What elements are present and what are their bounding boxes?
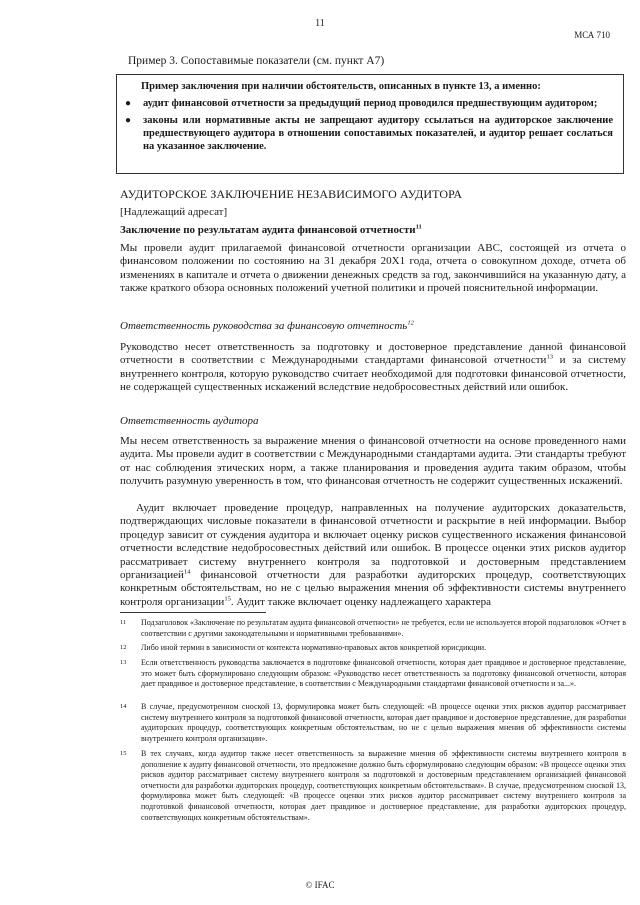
footnote-number: 14 (120, 703, 127, 710)
footnote-text: В случае, предусмотренном сноской 13, формулировка может быть следующей: «В процессе оценки этих рисков аудитор рассматривает систему внутреннего контроля за подготовкой финансовой отчетности, которая дает правдивое и достоверное представление, для разработки аудиторских процедур, соответствующих конкретным обстоятельствам, но не с целью выражения мнения об эффективности системы внутреннего контроля организации». (141, 702, 626, 743)
bullet-icon: ● (125, 98, 132, 109)
bullet-item (125, 114, 613, 153)
copyright: © IFAC (305, 880, 335, 890)
report-heading: АУДИТОРСКОЕ ЗАКЛЮЧЕНИЕ НЕЗАВИСИМОГО АУДИТОРА (120, 187, 463, 201)
footnote (120, 643, 626, 654)
addressee: [Надлежащий адресат] (120, 206, 228, 218)
footnote-ref[interactable]: 12 (407, 319, 414, 327)
footnote-number: 11 (120, 619, 127, 626)
mgmt-heading-text: Ответственность руководства за финансовую отчетность (120, 320, 408, 332)
mgmt-paragraph-text: Руководство несет ответственность за подготовку и достоверное представление данной финансовой отчетности в соответствии с Международными стандартами финансовой отчетности (120, 341, 626, 367)
bullet-text: аудит финансовой отчетности за предыдущий период проводился предшествующим аудитором; (143, 98, 598, 109)
footnote-ref[interactable]: 15 (224, 595, 231, 603)
footnote (120, 702, 626, 744)
boxed-note-intro: Пример заключения при наличии обстоятельств, описанных в пункте 13, а именно: (141, 81, 541, 92)
auditor-paragraph-text: финансовой отчетности для разработки аудиторских процедур, соответствующих конкретным обстоятельствам, но не с целью выражения мнения об эффективности системы внутреннего контроля организации (120, 569, 626, 608)
auditor-paragraph-text: . Аудит также включает оценку надлежащего характера (230, 595, 492, 608)
bullet-text: законы или нормативные акты не запрещают аудитору ссылаться на аудиторское заключение предшествующего аудитора в отношении сопоставимых показателей, и аудитор решает сослаться на указанное заключение. (143, 115, 613, 152)
section-heading (120, 224, 626, 237)
footnote-text: В тех случаях, когда аудитор также несет ответственность за выражение мнения об эффективности системы внутреннего контроля в дополнение к аудиту финансовой отчетности, это предложение должно быть сформулировано следующим образом: «В процессе оценки этих рисков аудитор рассматривает систему внутреннего контроля за подготовкой и достоверным представлением организацией финансовой отчетности для разработки аудиторских процедур, соответствующих конкретным обстоятельствам». В случае, предусмотренном сноской 13, формулировка может быть следующей: «В процессе оценки этих рисков аудитор рассматривает систему внутреннего контроля за подготовкой финансовой отчетности, которая дает правдивое и достоверное представление, для разработки аудиторских процедур, соответствующих конкретным обстоятельствам». (141, 749, 626, 822)
auditor-heading: Ответственность аудитора (120, 415, 259, 427)
mgmt-paragraph-text: и за систему внутреннего контроля, которую руководство считает необходимой для подготовки финансовой отчетности, не содержащей существенных искажений вследствие недобросовестных действий или ошибок. (120, 354, 626, 394)
footnote-number: 13 (120, 659, 127, 666)
page-number: 11 (315, 18, 325, 29)
auditor-paragraph: Мы несем ответственность за выражение мнения о финансовой отчетности на основе проведенного нами аудита. Мы провели аудит в соответствии с Международными стандартами аудита. Эти стандарты требуют от нас соблюдения этических норм, а также планирования и проведения аудита таким образом, чтобы получить разумную уверенность в том, что финансовая отчетность не содержит существенных искажений. (120, 435, 626, 488)
footnote-text: Либо иной термин в зависимости от контекста нормативно-правовых актов конкретной юрисдикции. (141, 643, 487, 652)
bullet-icon: ● (125, 115, 132, 126)
footnote-ref[interactable]: 13 (546, 353, 553, 361)
section-heading-text: Заключение по результатам аудита финансовой отчетности (120, 224, 416, 236)
footnote-ref[interactable]: 11 (415, 223, 422, 231)
footnote (120, 749, 626, 823)
footnote-text: Подзаголовок «Заключение по результатам аудита финансовой отчетности» не требуется, если не используется второй подзаголовок «Отчет в соответствии с другими законодательными и нормативными требованиями». (141, 618, 626, 638)
footnote-number: 15 (120, 750, 127, 757)
footnote-number: 12 (120, 644, 127, 651)
footnote-divider (120, 612, 266, 613)
footnote-ref[interactable]: 14 (183, 568, 191, 576)
footnote-text: Если ответственность руководства заключается в подготовке финансовой отчетности, которая дает правдивое и достоверное представление, это может быть сформулировано следующим образом: «Руководство несет ответственность за подготовку финансовой отчетности, которая дает правдивое и достоверное представление, в соответствии с Международными стандартами финансовой отчетности и за...». (141, 658, 626, 689)
auditor-paragraph-text: Аудит включает проведение процедур, направленных на получение аудиторских доказательств, подтверждающих числовые показатели в финансовой отчетности и раскрытие в ней информации. Выбор процедур зависит от суждения аудитора и включает оценку рисков существенного искажения финансовой отчетности вследствие недобросовестных действий или ошибок. В процессе оценки этих рисков аудитор рассматривает систему внутреннего контроля за подготовкой и достоверным представлением организацией (120, 502, 626, 582)
intro-paragraph: Мы провели аудит прилагаемой финансовой отчетности организации ABC, состоящей из отчета о финансовом положении по состоянию на 31 декабря 20X1 года, отчета о совокупном доходе, отчета об изменениях в капитале и отчета о движении денежных средств за год, закончившийся на указанную дату, а также краткого обзора основных положений учетной политики и прочей пояснительной информации. (120, 242, 626, 295)
standard-code: МСА 710 (574, 30, 610, 40)
mgmt-heading (120, 320, 626, 333)
boxed-note (116, 74, 624, 174)
example-title: Пример 3. Сопоставимые показатели (см. пункт А7) (128, 55, 385, 67)
auditor-paragraph (120, 502, 626, 609)
bullet-item (125, 97, 613, 110)
footnote (120, 658, 626, 690)
footnote (120, 618, 626, 639)
mgmt-paragraph (120, 341, 626, 395)
